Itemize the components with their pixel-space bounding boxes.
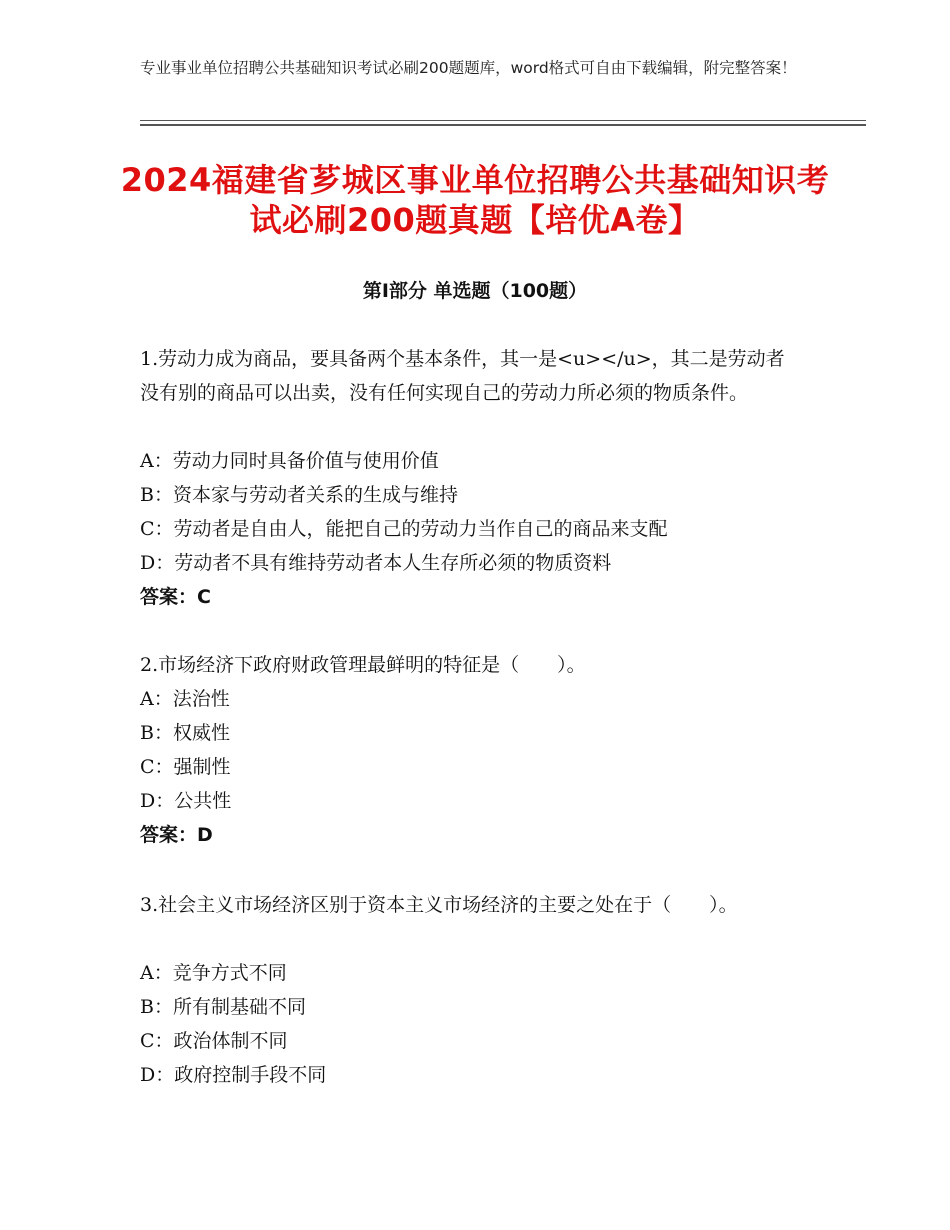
question-3-option-c: C：政治体制不同 <box>140 1030 288 1052</box>
question-3-option-b: B：所有制基础不同 <box>140 996 306 1018</box>
question-1-option-c: C：劳动者是自由人，能把自己的劳动力当作自己的商品来支配 <box>140 518 668 540</box>
section-heading: 第I部分 单选题（100题） <box>362 280 588 302</box>
question-2-text: 2.市场经济下政府财政管理最鲜明的特征是（ ）。 <box>140 654 586 676</box>
question-3-text: 3.社会主义市场经济区别于资本主义市场经济的主要之处在于（ ）。 <box>140 894 738 916</box>
question-3-option-d: D：政府控制手段不同 <box>140 1064 327 1086</box>
question-2-option-d: D：公共性 <box>140 790 232 812</box>
page-header-note: 专业事业单位招聘公共基础知识考试必刷200题题库，word格式可自由下载编辑，附完整答案！ <box>140 59 797 77</box>
question-1-option-d: D：劳动者不具有维持劳动者本人生存所必须的物质资料 <box>140 552 612 574</box>
question-2-option-a: A：法治性 <box>140 688 230 710</box>
header-divider-thick <box>140 124 866 126</box>
question-2-option-b: B：权威性 <box>140 722 230 744</box>
question-2-answer: 答案：D <box>140 824 213 846</box>
question-1-option-a: A：劳动力同时具备价值与使用价值 <box>140 450 439 472</box>
question-3-option-a: A：竞争方式不同 <box>140 962 287 984</box>
header-divider-thin <box>140 120 866 121</box>
question-1-option-b: B：资本家与劳动者关系的生成与维持 <box>140 484 458 506</box>
question-1-answer: 答案：C <box>140 586 211 608</box>
question-1-text: 1.劳动力成为商品，要具备两个基本条件，其一是<u></u>，其二是劳动者没有别的商品可以出卖，没有任何实现自己的劳动力所必须的物质条件。 <box>140 348 785 404</box>
question-2-option-c: C：强制性 <box>140 756 231 778</box>
document-title: 2024福建省芗城区事业单位招聘公共基础知识考试必刷200题真题【培优A卷】 <box>120 161 830 239</box>
